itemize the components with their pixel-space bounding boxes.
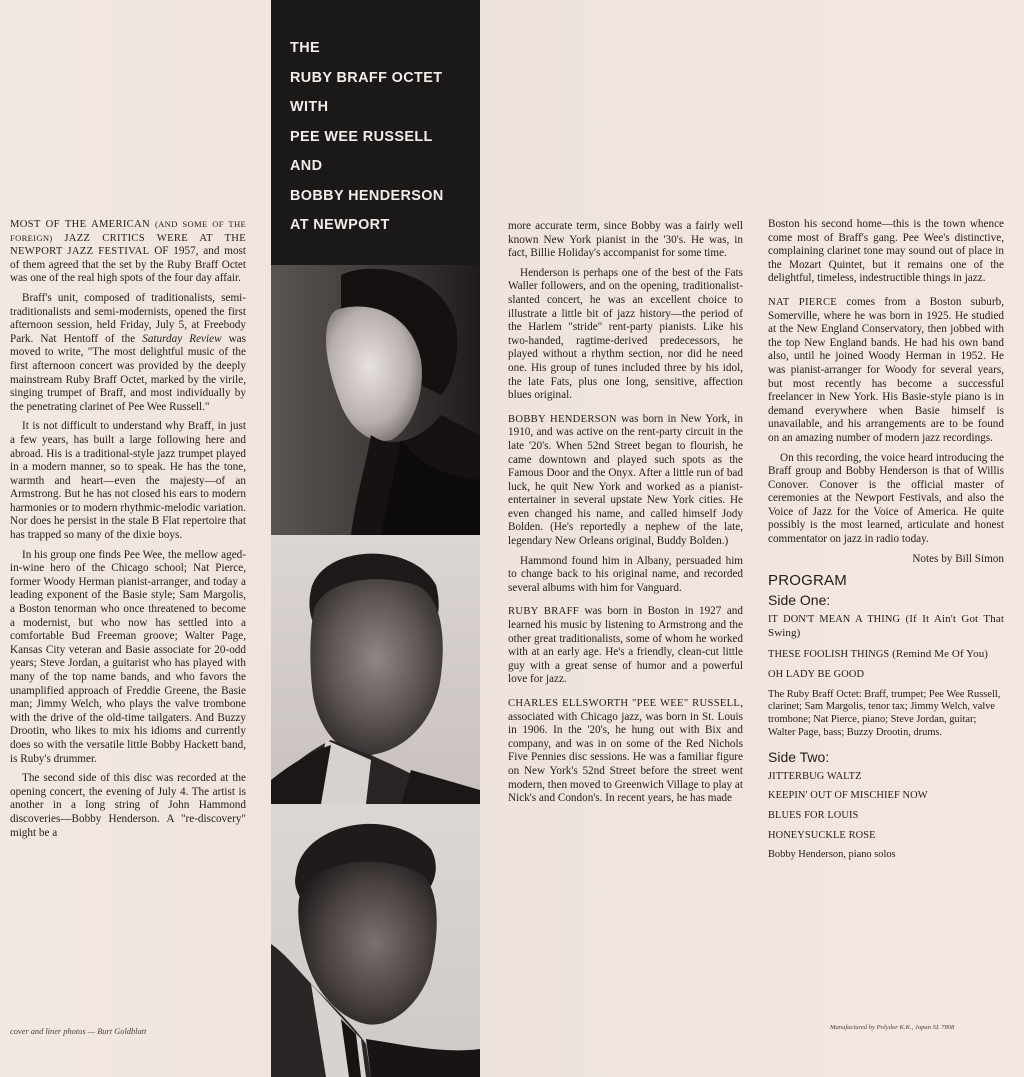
side-one-heading: Side One:	[768, 591, 831, 608]
track-subtitle: (If It Ain't Got That Swing)	[768, 613, 1004, 640]
photo-credit: cover and liner photos — Burt Goldblatt	[10, 1027, 147, 1036]
liner-paragraph: It is not difficult to understand why Braff, in just a few years, has built a large following here and abroad. His is a traditional-style jazz trumpet played in a modern manner, so to speak. He has the tone, warmth and heart—even the majesty—of an Armstrong. But he has not closed his ears to modern harmonies or to modern rhythmic-melodic variation. Nor does he persist in the stale B Flat repertoire that has trapped so many of the dixie boys.	[10, 420, 246, 542]
liner-paragraph	[508, 605, 743, 687]
title-line: BOBBY HENDERSON	[290, 187, 444, 204]
track-item	[768, 613, 1004, 640]
portrait-photo-3	[271, 804, 480, 1077]
track-item	[768, 648, 1004, 662]
track-title: THESE FOOLISH THINGS	[768, 648, 890, 660]
paragraph-text: Braff's unit, composed of traditionalists, semi-traditionalists and semi-modernists, opened the first afternoon session, held Friday, July 5, at Freebody Park. Nat Hentoff of the	[10, 291, 246, 345]
section-lead: CHARLES ELLSWORTH "PEE WEE" RUSSELL	[508, 698, 741, 709]
side-two-personnel: Bobby Henderson, piano solos	[768, 849, 896, 861]
liner-paragraph: more accurate term, since Bobby was a fairly well known New York pianist in the '30's. He was, in fact, Billie Holiday's accompanist for some time.	[508, 220, 743, 260]
track-item	[768, 830, 1004, 843]
track-title: IT DON'T MEAN A THING	[768, 614, 901, 626]
notes-credit: Notes by Bill Simon	[912, 552, 1004, 565]
lead-small-caps: (AND SOME OF THE FOREIGN)	[10, 219, 247, 243]
liner-notes-column-3	[768, 218, 1004, 868]
title-line: PEE WEE RUSSELL	[290, 128, 433, 145]
section-lead: RUBY BRAFF	[508, 606, 579, 618]
section-lead: BOBBY HENDERSON	[508, 413, 617, 425]
liner-paragraph: The second side of this disc was recorded at the opening concert, the evening of July 4. The artist is another in a long string of John Hammond discoveries—Bobby Henderson. A "re-discovery" might be a	[10, 772, 246, 839]
track-item	[768, 790, 1004, 803]
title-line: WITH	[290, 99, 329, 115]
track-item	[768, 771, 1004, 784]
paragraph-text: , associated with Chicago jazz, was born in St. Louis in 1906. In the '20's, he hung out with Bix and company, and was in on some of the Red Nichols Five Pennies disc sessions. He was a familiar figure on New York's 52nd Street before the street went modern, then moved to Greenwich Village to play at Nick's and Condon's. In recent years, he has made	[508, 697, 743, 805]
manufacturer-note: Manufactured by Polydor K.K., Japan SL 7808	[830, 1024, 955, 1031]
track-title: KEEPIN' OUT OF MISCHIEF NOW	[768, 790, 928, 802]
paragraph-text: was born in New York, in 1910, and was active on the rent-party circuit in the late '20's. When 52nd Street began to flourish, he came downtown and played such spots as the Famous Door and the Onyx. After a little run of bad luck, he quit New York and worked as a pianist-entertainer in several upstate New York cities. He even changed his name, and called himself Jody Bolden. (He's reportedly a nephew of the late, legendary New Orleans original, Buddy Bolden.)	[508, 412, 744, 548]
portrait-photo-1	[271, 265, 480, 535]
liner-paragraph: In his group one finds Pee Wee, the mellow aged-in-wine hero of the Chicago school; Nat Pierce, former Woody Herman pianist-arranger, and today a leading exponent of the Basie style; Sam Margolis, a Boston tenorman who once threatened to become a modernist, but who now has settled into a comfortable Bud Freeman groove; Walter Page, Kansas City veteran and Basie associate for 20-odd years; Steve Jordan, a guitarist who has played with many of the top name bands, and who favors the unamplified approach of Freddie Greene, the Basie man; Jimmy Welch, who plays the valve trombone with the drive of the old-time tailgaters. And Buzzy Drootin, who likes to mix his idioms and currently does so with the versatile little Bobby Hackett band, is Ruby's drummer.	[10, 548, 246, 765]
lead-caps: MOST OF THE AMERICAN	[10, 219, 150, 230]
side-two-heading: Side Two:	[768, 749, 830, 766]
liner-paragraph	[508, 697, 743, 806]
title-line: AND	[290, 158, 323, 174]
liner-notes-column-1	[10, 218, 246, 846]
publication-title: Saturday Review	[142, 332, 222, 345]
track-title: HONEYSUCKLE ROSE	[768, 829, 876, 841]
liner-paragraph: Henderson is perhaps one of the best of the Fats Waller followers, and on the opening, traditionalist-slanted concert, he was an excellent choice to illustrate a little bit of jazz history—the period of the Harlem "stride" rent-party pianists. Like his two-handed, ragtime-derived predecessors, he played without a rhythm section, nor did he need one. His group of tunes included three by his idol, the late Fats, plus one long, sensitive, affection blues original.	[508, 266, 743, 402]
liner-paragraph	[768, 296, 1004, 446]
track-item	[768, 810, 1004, 823]
track-title: JITTERBUG WALTZ	[768, 770, 862, 782]
paragraph-text: was moved to write, "The most delightful music of the first afternoon concert was provided by the deeply mainstream Ruby Braff Octet, marked by the virile, singing trumpet of Braff, and most individually by the penetrating clarinet of Pee Wee Russell."	[10, 332, 246, 413]
section-lead: NAT PIERCE	[768, 296, 838, 308]
album-title-block	[271, 0, 480, 265]
track-title: BLUES FOR LOUIS	[768, 809, 859, 821]
lead-caps-2: JAZZ CRITICS WERE AT THE NEWPORT JAZZ FESTIVAL	[10, 232, 247, 258]
liner-paragraph	[10, 218, 246, 286]
portrait-photo-2	[271, 535, 480, 804]
track-title: OH LADY BE GOOD	[768, 669, 865, 681]
track-item	[768, 668, 1004, 682]
paragraph-text: was born in Boston in 1927 and learned his music by listening to Armstrong and the other great traditionalists, some of whom he worked with at an early age. He's a friendly, clean-cut little guy with a great sense of humor and a powerful love for jazz.	[508, 605, 743, 686]
liner-paragraph: On this recording, the voice heard introducing the Braff group and Bobby Henderson is that of Willis Conover. Conover is the official master of ceremonies at the Newport Festivals, and also the Voice of Jazz for the Voice of America. He quite possibly is the most learned, articulate and honest commentator on jazz in radio today.	[768, 451, 1004, 546]
liner-notes-column-2	[508, 220, 743, 812]
title-line: RUBY BRAFF OCTET	[290, 69, 443, 86]
liner-paragraph	[10, 292, 246, 414]
program-heading: PROGRAM	[768, 572, 847, 590]
paragraph-text: comes from a Boston suburb, Somerville, where he was born in 1925. He studied at the New England Conservatory, then jobbed with the top New England bands. He had his own band also, until he joined Woody Herman in 1952. He was pianist-arranger for Woody for several years, but most recently has become a successful freelancer in New York. His Basie-style piano is in demand everywhere when Basie himself is unavailable, and his arrangements are to be found on an amazing number of modern jazz recordings.	[768, 295, 1004, 444]
track-subtitle: (Remind Me Of You)	[889, 647, 989, 660]
liner-paragraph: Boston his second home—this is the town whence come most of Braff's gang. Pee Wee's distinctive, complaining clarinet tone may sound out of place in the Mozart Quintet, but it remains one of the delightful, timeless, indestructible things in jazz.	[768, 218, 1004, 285]
liner-paragraph: Hammond found him in Albany, persuaded him to change back to his original name, and recorded several albums with him for Vanguard.	[508, 554, 743, 594]
title-line: THE	[290, 40, 320, 56]
liner-paragraph	[508, 413, 743, 549]
lead-rest: OF 1957, and most of them agreed that the set by the Ruby Braff Octet was one of the real high spots of the four day affair.	[10, 245, 247, 285]
title-line: AT NEWPORT	[290, 217, 390, 233]
side-one-personnel: The Ruby Braff Octet: Braff, trumpet; Pee Wee Russell, clarinet; Sam Margolis, tenor tax; Jimmy Welch, valve trombone; Nat Pierce, piano; Steve Jordan, guitar; Walter Page, bass; Buzzy Drootin, drums.	[768, 688, 1001, 738]
